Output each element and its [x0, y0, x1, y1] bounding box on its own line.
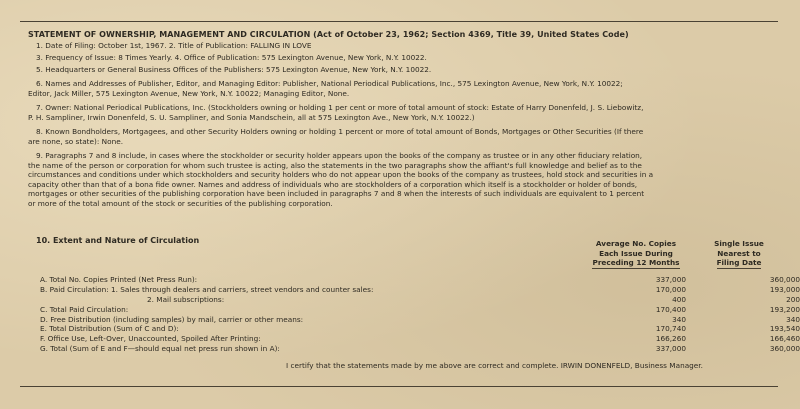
row-single-issue-value: 200: [786, 294, 800, 304]
top-divider: [20, 21, 778, 22]
column-header-average: [586, 239, 686, 269]
row-single-issue-value: 360,000: [769, 275, 800, 284]
row-label: A. Total No. Copies Printed (Net Press Run):: [40, 275, 198, 284]
circulation-table: [40, 275, 800, 354]
item-8: [28, 127, 776, 146]
item-9-line: 9. Paragraphs 7 and 8 include, in cases where the stockholder or security holder appears upon the books of the company as trustee or in any other fiduciary relation,: [36, 151, 643, 160]
table-row: [40, 344, 800, 354]
row-label: G. Total (Sum of E and F—should equal net press run shown in A):: [40, 344, 280, 354]
row-average-value: 166,260: [655, 334, 686, 344]
item-9: [28, 151, 776, 208]
row-average-value: 337,000: [655, 344, 686, 354]
row-label: B. Paid Circulation: 1. Sales through dealers and carriers, street vendors and counter sales:: [40, 284, 374, 294]
table-row: [40, 324, 800, 334]
row-single-issue-value: 193,000: [769, 284, 800, 294]
table-row: [40, 314, 800, 325]
table-row: [40, 334, 800, 344]
row-label: C. Total Paid Circulation:: [40, 304, 129, 314]
table-row: [40, 284, 800, 295]
circulation-title: 10. Extent and Nature of Circulation: [36, 236, 200, 245]
row-label: F. Office Use, Left-Over, Unaccounted, Spoiled After Printing:: [40, 334, 261, 344]
item-5: 5. Headquarters or General Business Offices of the Publishers: 575 Lexington Avenue, New York, N.Y. 10022.: [36, 65, 432, 74]
item-1-2: 1. Date of Filing: October 1st, 1967. 2. Title of Publication: FALLING IN LOVE: [36, 41, 312, 50]
table-row: [40, 304, 800, 315]
item-3-4: 3. Frequency of Issue: 8 Times Yearly. 4. Office of Publication: 575 Lexington Avenue, New York, N.Y. 10022.: [36, 53, 427, 62]
item-8-line: are none, so state): None.: [28, 136, 124, 146]
item-9-line: mortgages or other securities of the publishing corporation have been included in paragraphs 7 and 8 when the interests of such individuals are equivalent to 1 percent: [28, 189, 645, 198]
row-single-issue-value: 360,000: [769, 344, 800, 354]
column-header-line: Single Issue: [714, 239, 764, 248]
item-9-line: the name of the person or corporation for whom such trustee is acting, also the statements in the two paragraphs show the affiant's full knowledge and belief as to the: [28, 160, 642, 170]
column-header-line: Preceding 12 Months: [592, 258, 680, 268]
row-label: D. Free Distribution (including samples) by mail, carrier or other means:: [40, 314, 304, 324]
row-single-issue-value: 193,200: [769, 304, 800, 314]
item-6: [28, 79, 776, 98]
row-average-value: 170,740: [655, 324, 686, 334]
row-single-issue-value: 193,540: [769, 324, 800, 334]
row-label: 2. Mail subscriptions:: [147, 294, 225, 304]
column-header-line: Filing Date: [716, 258, 762, 268]
item-8-line: 8. Known Bondholders, Mortgagees, and other Security Holders owning or holding 1 percent or more of total amount of Bonds, Mortgages or Other Securities (If there: [36, 127, 644, 136]
column-header-single-issue: [700, 239, 778, 269]
column-header-line: Nearest to: [717, 248, 761, 258]
item-9-line: circumstances and conditions under which stockholders and security holders who do not appear upon the books of the company as trustees, hold stock and securities in a: [28, 170, 654, 179]
table-row: [40, 275, 800, 285]
bottom-divider: [20, 386, 778, 387]
item-7-line: P. H. Sampliner, Irwin Donenfeld, S. U. Sampliner, and Sonia Mandschein, all at 575 Lexington Ave., New York, N.Y. 10022.): [28, 112, 475, 122]
statement-title: STATEMENT OF OWNERSHIP, MANAGEMENT AND CIRCULATION (Act of October 23, 1962; Section 4369, Title 39, United States Code): [28, 30, 629, 39]
item-7: [28, 103, 776, 122]
item-6-line: 6. Names and Addresses of Publisher, Editor, and Managing Editor: Publisher, National Periodical Publications, Inc., 575 Lexington Avenue, New York, N.Y. 10022;: [36, 79, 623, 88]
row-average-value: 337,000: [655, 275, 686, 284]
row-label: E. Total Distribution (Sum of C and D):: [40, 324, 179, 334]
row-single-issue-value: 340: [786, 314, 800, 324]
table-row: [40, 294, 800, 305]
item-9-line: or more of the total amount of the stock or securities of the publishing corporation.: [28, 198, 333, 208]
row-average-value: 170,000: [655, 284, 686, 294]
row-average-value: 340: [672, 314, 686, 324]
column-header-line: Average No. Copies: [595, 239, 677, 248]
row-single-issue-value: 166,460: [769, 334, 800, 344]
item-6-line: Editor, Jack Miller, 575 Lexington Avenue, New York, N.Y. 10022; Managing Editor, None.: [28, 88, 350, 98]
item-7-line: 7. Owner: National Periodical Publications, Inc. (Stockholders owning or holding 1 per cent or more of total amount of stock: Estate of Harry Donenfeld, J. S. Liebowitz,: [36, 103, 644, 112]
certification-statement: I certify that the statements made by me above are correct and complete. IRWIN DONENFELD, Business Manager.: [286, 361, 703, 370]
item-9-line: capacity other than that of a bona fide owner. Names and address of individuals who are stockholders of a corporation which itself is a stockholder or holder of bonds,: [28, 179, 638, 189]
column-header-line: Each Issue During: [599, 248, 673, 258]
row-average-value: 170,400: [655, 304, 686, 314]
row-average-value: 400: [672, 294, 686, 304]
